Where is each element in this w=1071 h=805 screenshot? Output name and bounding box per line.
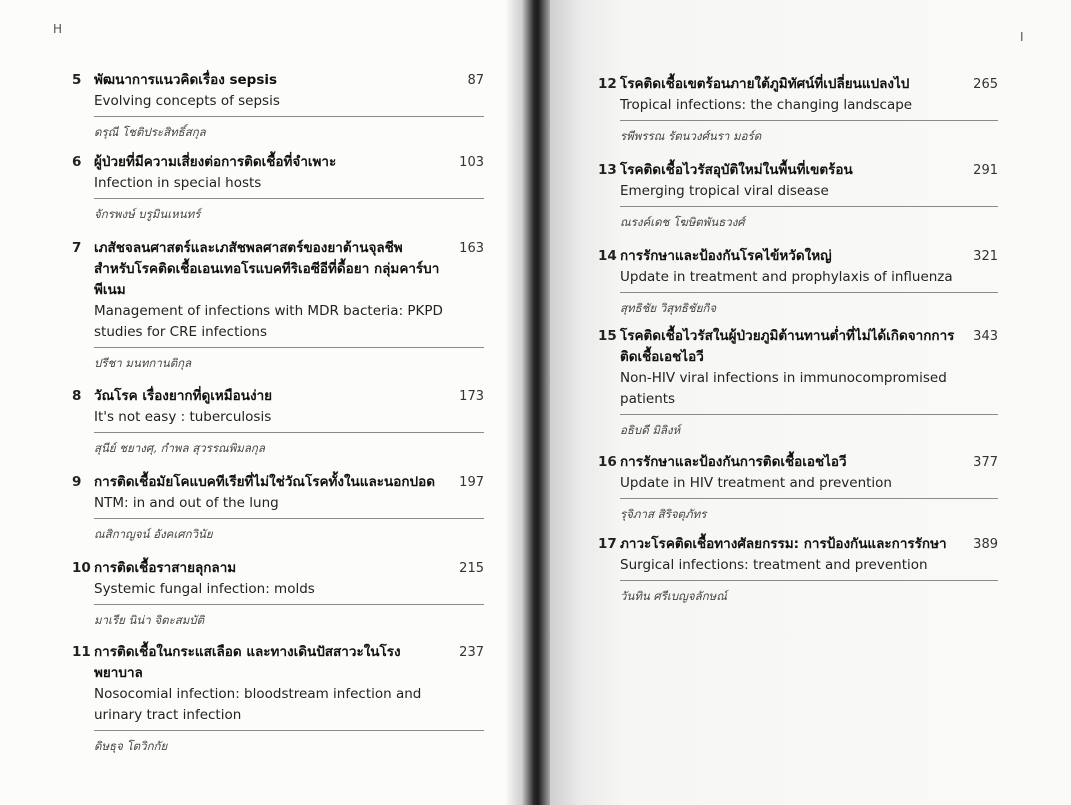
- divider: [620, 414, 998, 415]
- chapter-page-number: 173: [459, 389, 484, 404]
- divider: [94, 518, 484, 519]
- chapter-author: ดรุณี โชติประสิทธิ์สกุล: [94, 125, 206, 139]
- page-corner-label: I: [1020, 30, 1024, 44]
- chapter-title-english: Update in treatment and prophylaxis of influenza: [620, 269, 953, 285]
- chapter-number: 17: [598, 536, 617, 552]
- chapter-number: 7: [72, 240, 82, 256]
- chapter-author: สุทธิชัย วิสุทธิชัยกิจ: [620, 301, 717, 315]
- chapter-author: มาเรีย นิน่า จิตะสมบัติ: [94, 613, 205, 627]
- chapter-title-english: Emerging tropical viral disease: [620, 183, 829, 199]
- chapter-page-number: 291: [973, 163, 998, 178]
- chapter-title-thai: พัฒนาการแนวคิดเรื่อง sepsis: [94, 72, 278, 88]
- divider: [94, 730, 484, 731]
- chapter-title-english: Evolving concepts of sepsis: [94, 93, 280, 109]
- toc-entry-9: [72, 472, 484, 543]
- chapter-title-thai: ภาวะโรคติดเชื้อทางศัลยกรรม: การป้องกันและการรักษา: [620, 536, 947, 552]
- toc-entry-13: [598, 160, 998, 231]
- chapter-title-english: NTM: in and out of the lung: [94, 495, 279, 511]
- divider: [94, 347, 484, 348]
- chapter-title-thai: วัณโรค เรื่องยากที่ดูเหมือนง่าย: [94, 388, 273, 404]
- chapter-page-number: 377: [973, 455, 998, 470]
- chapter-author: รพีพรรณ รัตนวงศ์นรา มอร์ด: [620, 129, 762, 143]
- chapter-page-number: 163: [459, 241, 484, 256]
- chapter-author: ปรีชา มนทกานติกุล: [94, 356, 192, 370]
- page-corner-label: H: [53, 22, 63, 36]
- chapter-title-english: Management of infections with MDR bacteria: PKPD studies for CRE infections: [94, 303, 443, 340]
- chapter-title-thai: การติดเชื้อมัยโคแบคทีเรียที่ไม่ใช่วัณโรคทั้งในและนอกปอด: [94, 474, 435, 490]
- chapter-title-thai: การติดเชื้อราสายลุกลาม: [94, 560, 237, 576]
- chapter-page-number: 237: [459, 645, 484, 660]
- chapter-title-english: Non-HIV viral infections in immunocompromised patients: [620, 370, 947, 407]
- chapter-number: 15: [598, 328, 617, 344]
- toc-entry-6: [72, 152, 484, 223]
- chapter-number: 14: [598, 248, 617, 264]
- chapter-author: จักรพงษ์ บรูมินเหนทร์: [94, 207, 201, 221]
- chapter-number: 11: [72, 644, 91, 660]
- left-page: [0, 0, 520, 805]
- toc-entry-8: [72, 386, 484, 457]
- chapter-number: 6: [72, 154, 82, 170]
- chapter-title-english: Update in HIV treatment and prevention: [620, 475, 892, 491]
- chapter-title-english: Tropical infections: the changing landscape: [620, 97, 913, 113]
- divider: [94, 604, 484, 605]
- right-page: [550, 0, 1071, 805]
- chapter-number: 16: [598, 454, 617, 470]
- chapter-title-thai: โรคติดเชื้อไวรัสอุบัติใหม่ในพื้นที่เขตร้อน: [620, 162, 853, 178]
- chapter-number: 13: [598, 162, 617, 178]
- toc-entry-10: [72, 558, 484, 629]
- divider: [94, 198, 484, 199]
- chapter-page-number: 265: [973, 77, 998, 92]
- chapter-title-thai: โรคติดเชื้อไวรัสในผู้ป่วยภูมิต้านทานต่ำที่ไม่ได้เกิดจากการติดเชื้อเอชไอวี: [620, 328, 955, 365]
- divider: [620, 498, 998, 499]
- toc-entry-12: [598, 74, 998, 145]
- chapter-author: วันทิน ศรีเบญจลักษณ์: [620, 589, 727, 603]
- toc-entry-15: [598, 326, 998, 439]
- chapter-title-english: It's not easy : tuberculosis: [94, 409, 272, 425]
- chapter-number: 8: [72, 388, 82, 404]
- toc-entry-7: [72, 238, 484, 372]
- divider: [620, 120, 998, 121]
- chapter-author: อธิบดี มิลิงห์: [620, 423, 681, 437]
- chapter-title-english: Nosocomial infection: bloodstream infection and urinary tract infection: [94, 686, 422, 723]
- chapter-page-number: 321: [973, 249, 998, 264]
- toc-entry-16: [598, 452, 998, 523]
- chapter-title-thai: เภสัชจลนศาสตร์และเภสัชพลศาสตร์ของยาต้านจุลชีพ สำหรับโรคติดเชื้อเอนเทอโรแบคทีริเอซีอีที่ดื้อยา กลุ่มคาร์บาพีเนม: [94, 240, 440, 298]
- chapter-author: ดิษธุจ โตวิกกัย: [94, 739, 168, 753]
- divider: [620, 292, 998, 293]
- chapter-page-number: 215: [459, 561, 484, 576]
- toc-entry-14: [598, 246, 998, 317]
- chapter-page-number: 343: [973, 329, 998, 344]
- chapter-page-number: 103: [459, 155, 484, 170]
- chapter-title-english: Infection in special hosts: [94, 175, 262, 191]
- chapter-author: สุนีย์ ชยางศุ, กำพล สุวรรณพิมลกุล: [94, 441, 265, 455]
- chapter-title-english: Surgical infections: treatment and prevention: [620, 557, 928, 573]
- divider: [94, 116, 484, 117]
- chapter-author: ณรงค์เดช โฆษิตพันธวงศ์: [620, 215, 745, 229]
- chapter-title-thai: การติดเชื้อในกระแสเลือด และทางเดินปัสสาวะในโรงพยาบาล: [94, 644, 401, 681]
- chapter-number: 12: [598, 76, 617, 92]
- chapter-page-number: 389: [973, 537, 998, 552]
- chapter-title-thai: การรักษาและป้องกันโรคไข้หวัดใหญ่: [620, 248, 832, 264]
- chapter-number: 9: [72, 474, 82, 490]
- divider: [620, 580, 998, 581]
- chapter-title-thai: โรคติดเชื้อเขตร้อนภายใต้ภูมิทัศน์ที่เปลี่ยนแปลงไป: [620, 76, 910, 92]
- divider: [94, 432, 484, 433]
- chapter-number: 5: [72, 72, 82, 88]
- chapter-number: 10: [72, 560, 91, 576]
- chapter-title-thai: ผู้ป่วยที่มีความเสี่ยงต่อการติดเชื้อที่จำเพาะ: [94, 154, 337, 170]
- chapter-title-english: Systemic fungal infection: molds: [94, 581, 315, 597]
- chapter-author: ณสิกาญจน์ อังคเศกวินัย: [94, 527, 213, 541]
- divider: [620, 206, 998, 207]
- toc-entry-5: [72, 70, 484, 141]
- toc-entry-11: [72, 642, 484, 755]
- chapter-title-thai: การรักษาและป้องกันการติดเชื้อเอชไอวี: [620, 454, 847, 470]
- chapter-page-number: 197: [459, 475, 484, 490]
- chapter-author: รุจิภาส สิริจตุภัทร: [620, 507, 707, 521]
- chapter-page-number: 87: [467, 73, 484, 88]
- toc-entry-17: [598, 534, 998, 605]
